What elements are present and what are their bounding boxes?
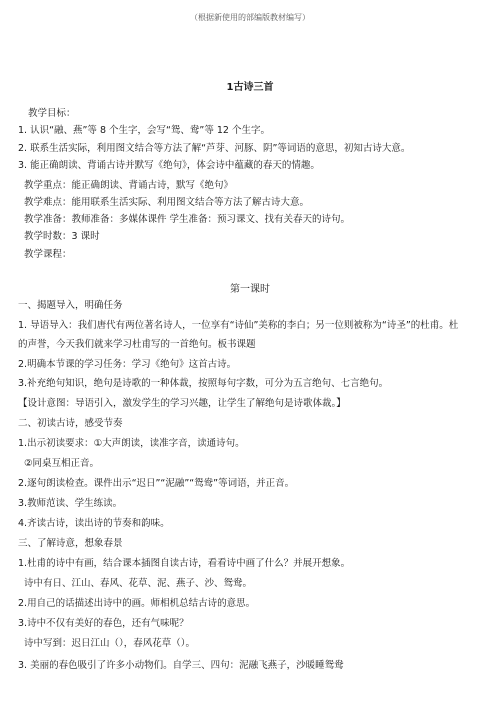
text-line: 的声誉，今天我们就来学习杜甫写的一首绝句。板书课题 (18, 339, 256, 350)
section-heading: 一、揭题导入，明确任务 (18, 300, 123, 311)
text-line: 3.诗中不仅有美好的春色，还有气味呢？ (18, 618, 189, 629)
design-note: 【设计意图：导语引入，激发学生的学习兴趣，让学生了解绝句是诗歌体裁。】 (18, 398, 346, 409)
text-line: 3.教师范读、学生练读。 (18, 498, 123, 509)
text-line: 教学准备：教师准备：多媒体课件 学生准备：预习课文、找有关春天的诗句。 (24, 214, 351, 225)
lesson-heading: 第一课时 (230, 284, 270, 295)
text-line: 3. 能正确朗读、背诵古诗并默写《绝句》，体会诗中蕴藏的春天的情趣。 (18, 160, 320, 171)
text-line: 1. 导语导入：我们唐代有两位著名诗人，一位享有“诗仙”美称的李白；另一位则被称为“诗圣”的杜甫。杜 (18, 320, 459, 331)
text-line: 1. 认识“融、燕”等 8 个生字，会写“鸳、鸯”等 12 个生字。 (18, 125, 270, 136)
lesson-title: 1古诗三首 (226, 82, 274, 93)
text-line: 1.杜甫的诗中有画，结合课本插图自读古诗，看看诗中画了什么？并展开想象。 (18, 558, 351, 569)
text-line: 2.用自己的话描述出诗中的画。师相机总结古诗的意思。 (18, 598, 256, 609)
text-line: 教学时数：3 课时 (24, 231, 100, 242)
text-line: 2.逐句朗读检查。课件出示“迟日”“泥融”“鸳鸯”等词语，并正音。 (18, 478, 295, 489)
text-line: 2. 联系生活实际，利用图文结合等方法了解“芦芽、河豚、阴”等词语的意思，初知古诗大意。 (18, 143, 411, 154)
text-line: 教学难点：能用联系生活实际、利用图文结合等方法了解古诗大意。 (24, 197, 310, 208)
text-line: 教学课程： (24, 249, 72, 260)
section-heading: 三、了解诗意，想象春景 (18, 538, 123, 549)
text-line: ②同桌互相正音。 (24, 458, 100, 469)
text-line: 教学目标： (28, 108, 76, 119)
text-line: 4.齐读古诗，读出诗的节奏和韵味。 (18, 518, 170, 529)
text-line: 3. 美丽的春色吸引了许多小动物们。自学三、四句：泥融飞燕子，沙暖睡鸳鸯 (18, 660, 344, 671)
text-line: 2.明确本节课的学习任务：学习《绝句》这首古诗。 (18, 359, 237, 370)
edition-note: （根据新使用的部编版教材编写） (190, 13, 310, 22)
section-heading: 二、初读古诗，感受节奏 (18, 418, 123, 429)
text-line: 3.补充绝句知识，绝句是诗歌的一种体裁，按照每句字数，可分为五言绝句、七言绝句。 (18, 378, 389, 389)
text-line: 1.出示初读要求：①大声朗读，读准字音，读通诗句。 (18, 438, 245, 449)
text-line: 诗中写到：迟日江山（），春风花草（）。 (24, 638, 196, 649)
text-line: 诗中有日、江山、春风、花草、泥、燕子、沙、鸳鸯。 (24, 578, 253, 589)
text-line: 教学重点：能正确朗读、背诵古诗，默写《绝句》 (24, 180, 234, 191)
